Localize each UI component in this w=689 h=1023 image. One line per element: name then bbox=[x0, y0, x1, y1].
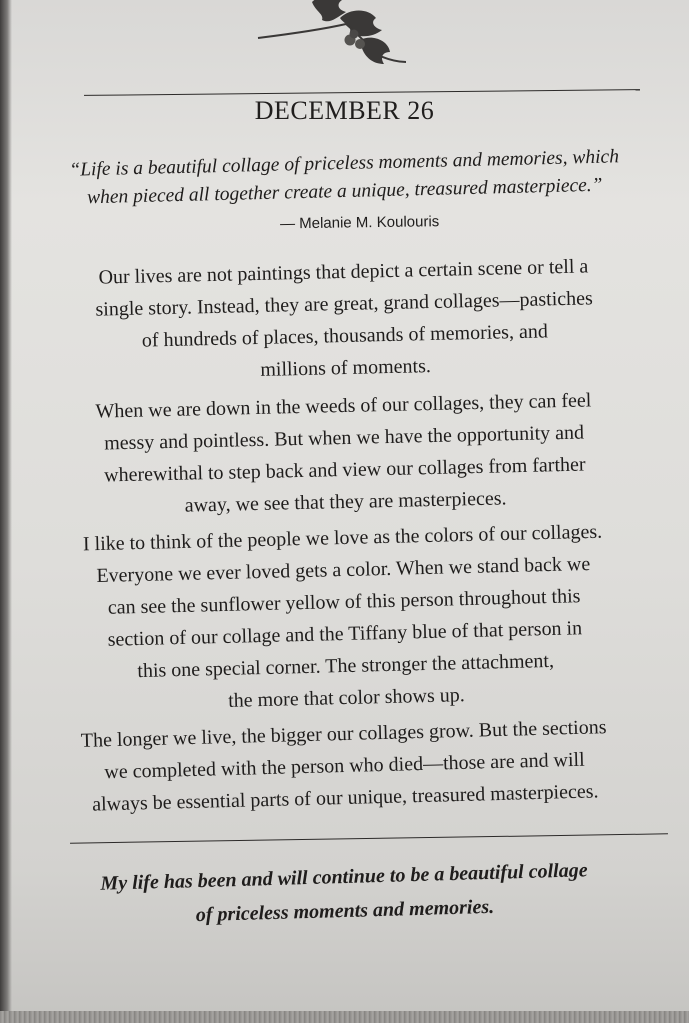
quote-line: when pieced all together create a unique, treasured masterpiece.” bbox=[86, 174, 603, 209]
paragraph-line: the more that color shows up. bbox=[227, 684, 466, 712]
paragraph-line: section of our collage and the Tiffany blue of that person in bbox=[107, 617, 583, 651]
paragraph bbox=[0, 709, 689, 823]
paragraph bbox=[0, 514, 689, 723]
paragraph-line: this one special corner. The stronger the attachment, bbox=[137, 649, 555, 683]
affirmation-line: My life has been and will continue to be a beautiful collage bbox=[100, 859, 588, 895]
paragraph bbox=[0, 382, 689, 526]
paragraph-line: of hundreds of places, thousands of memories, and bbox=[141, 320, 549, 352]
quote-line: “Life is a beautiful collage of priceless moments and memories, which bbox=[69, 146, 620, 181]
paragraph-line: I like to think of the people we love as the colors of our collages. bbox=[82, 520, 603, 556]
bottom-divider bbox=[70, 833, 668, 843]
paragraph-line: wherewithal to step back and view our collages from farther bbox=[103, 453, 586, 487]
paragraph-line: Our lives are not paintings that depict a certain scene or tell a bbox=[98, 255, 589, 289]
affirmation-line: of priceless moments and memories. bbox=[195, 895, 495, 927]
paragraph-line: Everyone we ever loved gets a color. When we stand back we bbox=[96, 552, 591, 588]
paragraph-line: When we are down in the weeds of our collages, they can feel bbox=[95, 389, 592, 423]
paragraph-line: The longer we live, the bigger our collages grow. But the sections bbox=[80, 716, 607, 752]
top-divider bbox=[84, 89, 640, 96]
paragraph-line: away, we see that they are masterpieces. bbox=[184, 487, 507, 517]
holly-sprig-icon bbox=[250, 0, 410, 66]
epigraph-quote bbox=[0, 142, 689, 215]
paragraph-line: always be essential parts of our unique, treasured masterpieces. bbox=[91, 780, 599, 816]
paragraph-line: messy and pointless. But when we have the opportunity and bbox=[103, 421, 585, 455]
paragraph-line: millions of moments. bbox=[260, 355, 432, 381]
page-bottom-edge bbox=[0, 1011, 689, 1023]
paragraph bbox=[0, 248, 689, 392]
quote-author: — Melanie M. Koulouris bbox=[279, 213, 440, 233]
paragraph-line: can see the sunflower yellow of this person throughout this bbox=[107, 585, 581, 619]
paragraph-line: we completed with the person who died—those are and will bbox=[104, 748, 585, 784]
affirmation bbox=[0, 850, 689, 937]
paragraph-line: single story. Instead, they are great, grand collages—pastiches bbox=[95, 287, 594, 321]
page-title: DECEMBER 26 bbox=[254, 96, 435, 125]
